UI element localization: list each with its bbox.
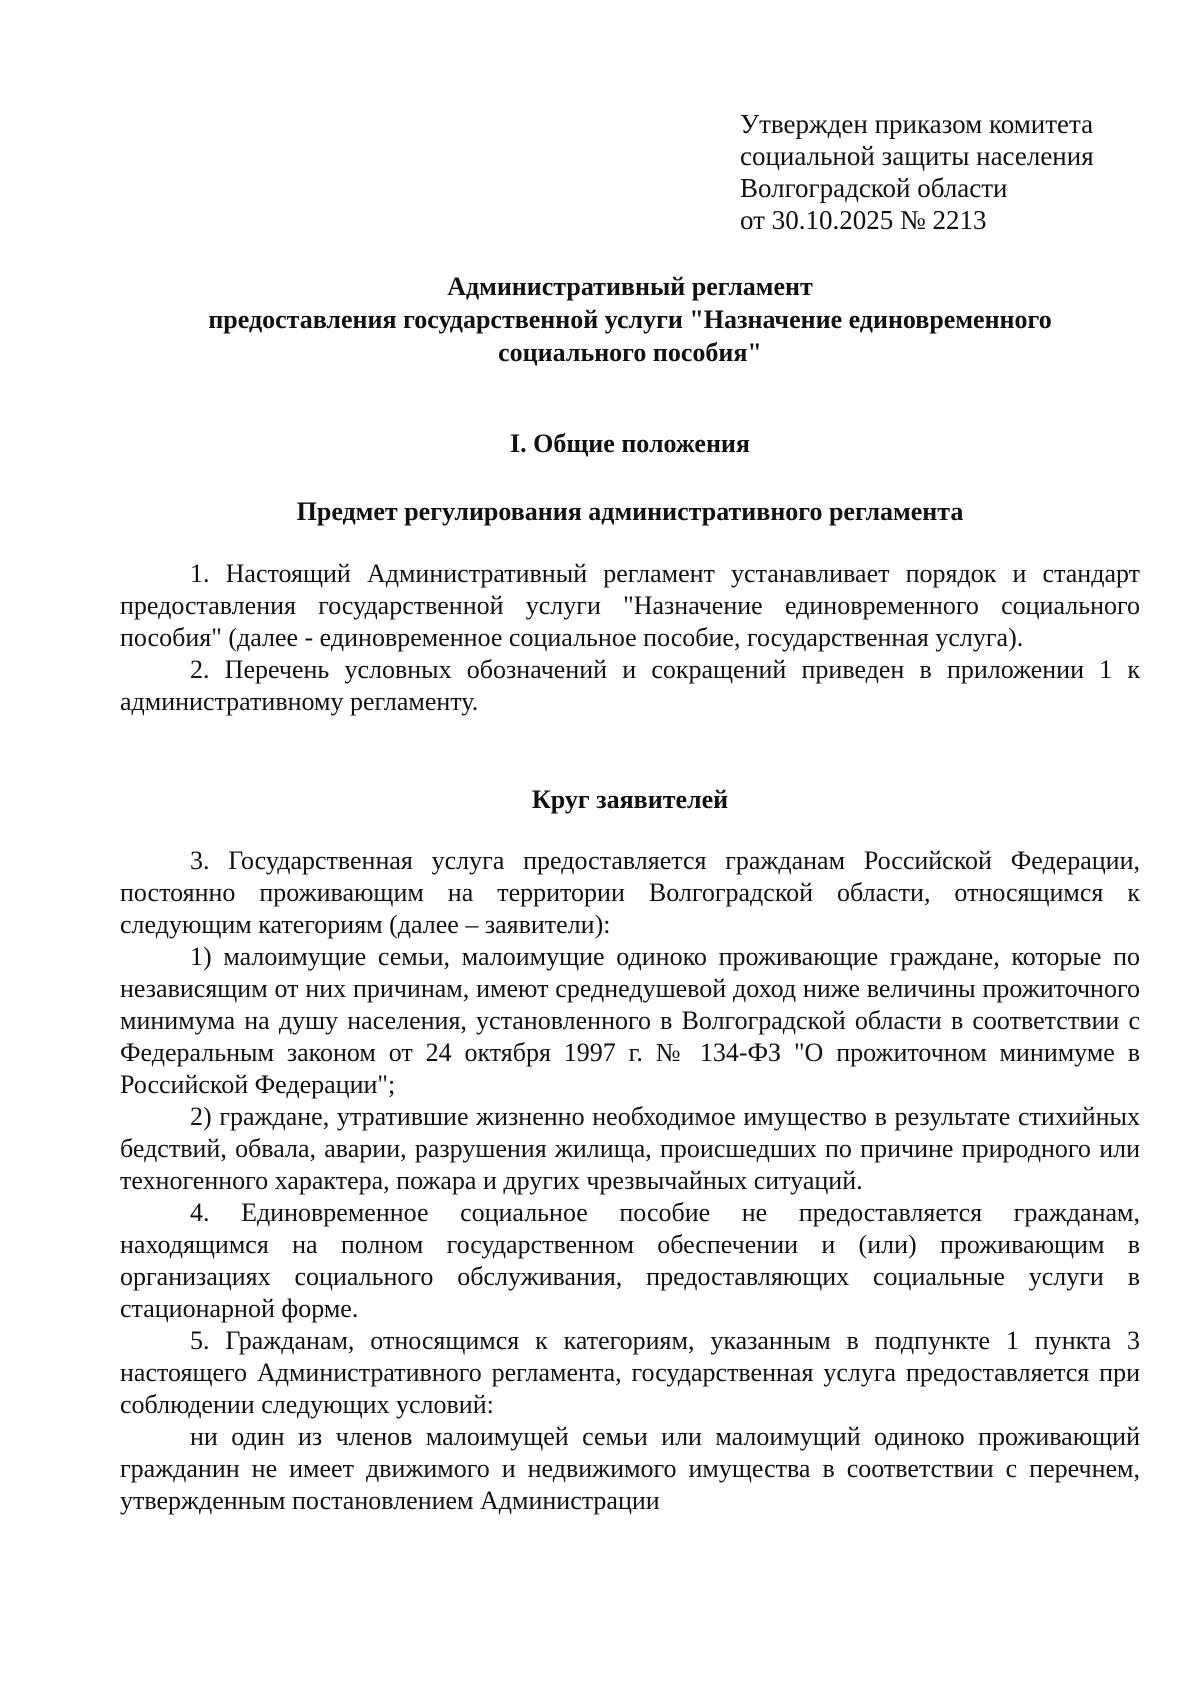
paragraph-3-item-2: 2) граждане, утратившие жизненно необходимое имущество в результате стихийных бедствий, обвала, аварии, разрушения жилища, происшедших по причине природного или техногенного характера, пожара и других чрезвычайных ситуаций. xyxy=(120,1102,1140,1195)
approval-line: Утвержден приказом комитета xyxy=(740,109,1094,139)
approval-stamp xyxy=(740,108,1160,236)
paragraph-2: 2. Перечень условных обозначений и сокращений приведен в приложении 1 к административному регламенту. xyxy=(120,655,1140,716)
paragraph-1: 1. Настоящий Административный регламент устанавливает порядок и стандарт предоставления государственной услуги "Назначение единовременного социального пособия" (далее - единовременное социальное пособие, государственная услуга). xyxy=(120,559,1140,652)
document-title-line: социального пособия" xyxy=(498,338,762,367)
subject-paragraphs xyxy=(120,558,1140,718)
approval-line: социальной защиты населения xyxy=(740,141,1094,171)
document-title-line: предоставления государственной услуги "Назначение единовременного xyxy=(208,305,1052,334)
paragraph-5-condition: ни один из членов малоимущей семьи или малоимущий одиноко проживающий гражданин не имеет движимого и недвижимого имущества в соответствии с перечнем, утвержденным постановлением Администрации xyxy=(120,1422,1140,1515)
applicants-paragraphs xyxy=(120,845,1140,1517)
paragraph-5: 5. Гражданам, относящимся к категориям, указанным в подпункте 1 пункта 3 настоящего Административного регламента, государственная услуга предоставляется при соблюдении следующих условий: xyxy=(120,1326,1140,1419)
approval-line: Волгоградской области xyxy=(740,173,1008,203)
section-heading: I. Общие положения xyxy=(510,429,750,458)
approval-order-date-number: от 30.10.2025 № 2213 xyxy=(740,205,987,235)
paragraph-3: 3. Государственная услуга предоставляется гражданам Российской Федерации, постоянно проживающим на территории Волгоградской области, относящимся к следующим категориям (далее – заявители): xyxy=(120,846,1140,939)
document-title-line: Административный регламент xyxy=(447,272,813,301)
paragraph-3-item-1: 1) малоимущие семьи, малоимущие одиноко проживающие граждане, которые по независящим от них причинам, имеют среднедушевой доход ниже величины прожиточного минимума на душу населения, установленного в Волгоградской области в соответствии с Федеральным законом от 24 октября 1997 г. № 134-ФЗ "О прожиточном минимуме в Российской Федерации"; xyxy=(120,942,1140,1099)
subsection-heading-applicants: Круг заявителей xyxy=(531,785,729,814)
subsection-heading-subject: Предмет регулирования административного регламента xyxy=(296,497,964,526)
paragraph-4: 4. Единовременное социальное пособие не предоставляется гражданам, находящимся на полном государственном обеспечении и (или) проживающим в организациях социального обслуживания, предоставляющих социальные услуги в стационарной форме. xyxy=(120,1198,1140,1323)
document-title xyxy=(120,270,1140,369)
